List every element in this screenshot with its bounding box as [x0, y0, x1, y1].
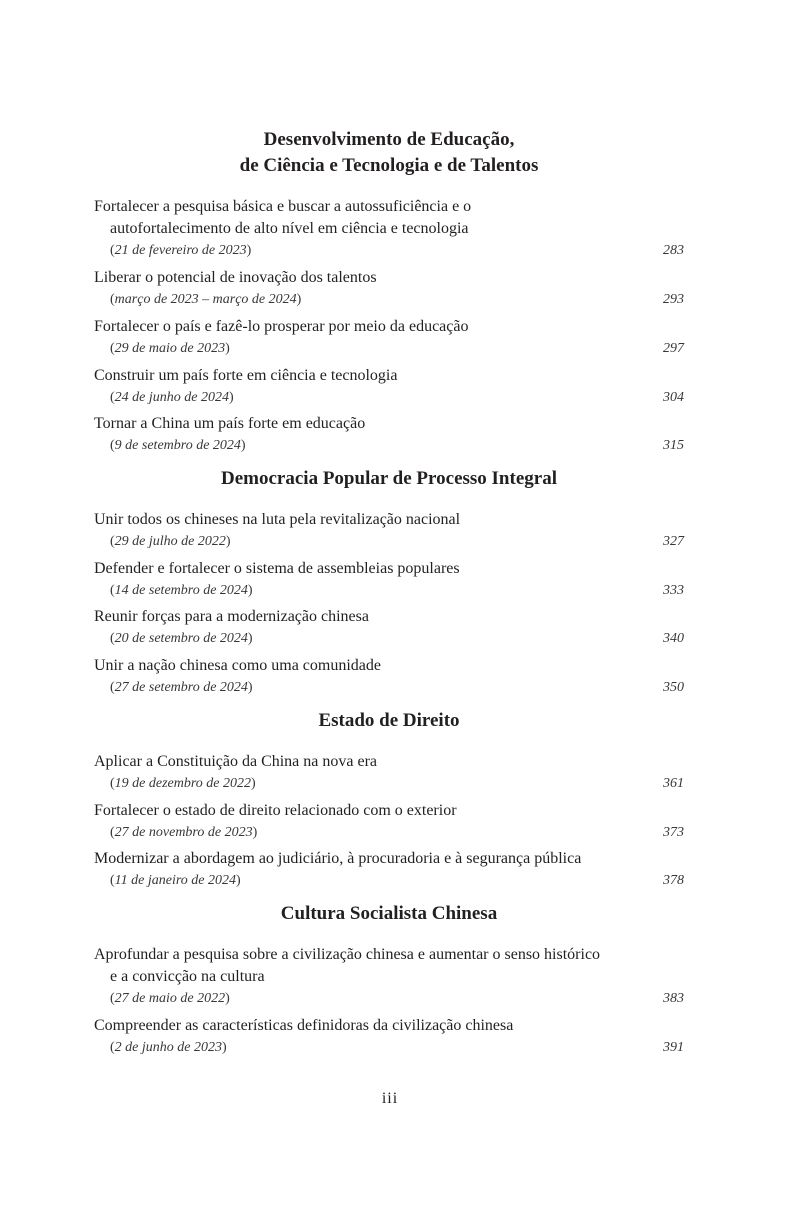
entry-date: (27 de maio de 2022) — [110, 991, 230, 1006]
toc-entry[interactable] — [94, 655, 684, 699]
section-title-line: Cultura Socialista Chinesa — [280, 903, 498, 924]
toc-entry[interactable] — [94, 413, 684, 457]
entry-date: (24 de junho de 2024) — [110, 390, 234, 405]
entry-title: Modernizar a abordagem ao judiciário, à procuradoria e à segurança pública — [94, 850, 582, 867]
entry-page-number: 327 — [663, 534, 684, 549]
section-title-line: Democracia Popular de Processo Integral — [221, 468, 557, 489]
toc-entry[interactable] — [94, 751, 684, 795]
entry-page-number: 293 — [663, 292, 684, 307]
entry-page-number: 283 — [663, 243, 684, 258]
section-title-line: Estado de Direito — [318, 710, 460, 731]
toc-entry[interactable] — [94, 365, 684, 409]
entry-date: (março de 2023 – março de 2024) — [110, 292, 302, 307]
entry-page-number: 378 — [663, 873, 684, 888]
toc-entry[interactable] — [94, 848, 684, 892]
entry-title: Reunir forças para a modernização chinesa — [94, 608, 369, 625]
entry-date: (21 de fevereiro de 2023) — [110, 243, 252, 258]
entry-date: (14 de setembro de 2024) — [110, 583, 253, 598]
page-number: iii — [381, 1090, 399, 1107]
section-title — [94, 901, 684, 927]
section-title — [94, 708, 684, 734]
toc-entry[interactable] — [94, 606, 684, 650]
entry-date: (20 de setembro de 2024) — [110, 631, 253, 646]
section-title — [94, 466, 684, 492]
entry-date: (29 de maio de 2023) — [110, 341, 230, 356]
entry-page-number: 391 — [663, 1040, 684, 1055]
section-title — [94, 127, 684, 179]
entry-title: Construir um país forte em ciência e tecnologia — [94, 367, 398, 384]
toc-entry[interactable] — [94, 944, 684, 1010]
entry-title: Fortalecer o estado de direito relacionado com o exterior — [94, 802, 457, 819]
entry-date: (19 de dezembro de 2022) — [110, 776, 256, 791]
toc-entry[interactable] — [94, 1015, 684, 1059]
entry-date: (11 de janeiro de 2024) — [110, 873, 241, 888]
entry-date: (27 de novembro de 2023) — [110, 825, 258, 840]
entry-title: Tornar a China um país forte em educação — [94, 415, 366, 432]
entry-page-number: 383 — [663, 991, 684, 1006]
section-title-line: de Ciência e Tecnologia e de Talentos — [239, 155, 539, 176]
entry-page-number: 340 — [663, 631, 684, 646]
entry-title: Fortalecer o país e fazê-lo prosperar por meio da educação — [94, 318, 469, 335]
toc-entry[interactable] — [94, 316, 684, 360]
entry-date: (9 de setembro de 2024) — [110, 438, 246, 453]
toc-entry[interactable] — [94, 509, 684, 553]
entry-page-number: 315 — [663, 438, 684, 453]
entry-title: Compreender as características definidoras da civilização chinesa — [94, 1017, 514, 1034]
toc-entry[interactable] — [94, 558, 684, 602]
entry-page-number: 361 — [663, 776, 684, 791]
section-title-line: Desenvolvimento de Educação, — [263, 129, 515, 150]
toc-entry[interactable] — [94, 267, 684, 311]
entry-page-number: 333 — [663, 583, 684, 598]
toc-entry[interactable] — [94, 800, 684, 844]
entry-page-number: 373 — [663, 825, 684, 840]
entry-title: Unir a nação chinesa como uma comunidade — [94, 657, 381, 674]
entry-title: Fortalecer a pesquisa básica e buscar a autossuficiência e o autofortalecimento de alto nível em ciência e tecnologia — [94, 198, 472, 237]
entry-title: Defender e fortalecer o sistema de assembleias populares — [94, 560, 460, 577]
entry-date: (27 de setembro de 2024) — [110, 680, 253, 695]
entry-date: (29 de julho de 2022) — [110, 534, 231, 549]
entry-page-number: 350 — [663, 680, 684, 695]
entry-page-number: 297 — [663, 341, 684, 356]
entry-page-number: 304 — [663, 390, 684, 405]
toc-entry[interactable] — [94, 196, 684, 262]
entry-title: Unir todos os chineses na luta pela revitalização nacional — [94, 511, 461, 528]
entry-title: Liberar o potencial de inovação dos talentos — [94, 269, 377, 286]
entry-title: Aprofundar a pesquisa sobre a civilização chinesa e aumentar o senso histórico e a convicção na cultura — [94, 946, 601, 985]
entry-date: (2 de junho de 2023) — [110, 1040, 227, 1055]
entry-title: Aplicar a Constituição da China na nova era — [94, 753, 378, 770]
